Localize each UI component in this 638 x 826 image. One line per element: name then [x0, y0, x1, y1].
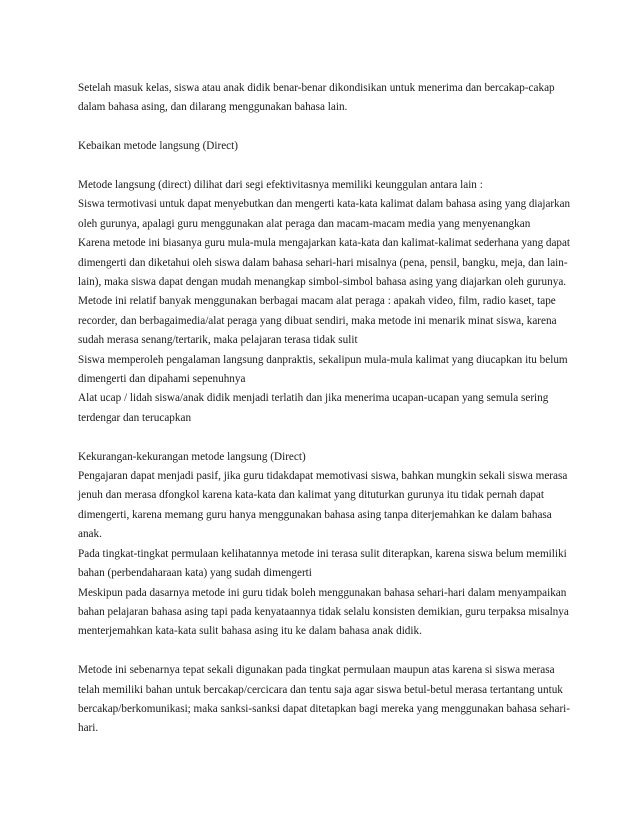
advantages-intro — [78, 176, 570, 195]
disadvantages-heading — [78, 448, 570, 467]
text-line: dalam bahasa asing, dan dilarang menggunakan bahasa lain. — [78, 101, 348, 114]
text-line: dimengerti dan dipahami sepenuhnya — [78, 373, 246, 386]
disadvantage-item-3 — [78, 584, 570, 642]
text-line: Siswa memperoleh pengalaman langsung danpraktis, sekalipun mula-mula kalimat yang diucapkan itu belum — [78, 353, 568, 366]
heading-text: Kekurangan-kekurangan metode langsung (Direct) — [78, 450, 306, 463]
text-line: dimengerti dan diketahui oleh siswa dalam bahasa sehari-hari misalnya (pena, pensil, bangku, meja, dan lain- — [78, 256, 568, 269]
paragraph-gap — [78, 157, 570, 176]
disadvantage-item-2 — [78, 545, 570, 584]
text-line: Metode ini relatif banyak menggunakan berbagai macam alat peraga : apakah video, film, radio kaset, tape — [78, 295, 556, 308]
advantage-item-1 — [78, 195, 570, 234]
text-line: oleh gurunya, apalagi guru menggunakan alat peraga dan macam-macam media yang menyenangkan — [78, 217, 531, 230]
text-line: Siswa termotivasi untuk dapat menyebutkan dan mengerti kata-kata kalimat dalam bahasa asing yang diajarkan — [78, 198, 570, 211]
advantage-item-2 — [78, 234, 570, 292]
document-body — [78, 79, 570, 739]
text-line: sudah merasa senang/tertarik, maka pelajaran terasa tidak sulit — [78, 334, 358, 347]
heading-text: Kebaikan metode langsung (Direct) — [78, 140, 238, 153]
advantage-item-3 — [78, 292, 570, 350]
conclusion-paragraph — [78, 661, 570, 739]
text-line: terdengar dan terucapkan — [78, 411, 192, 424]
text-line: Meskipun pada dasarnya metode ini guru tidak boleh menggunakan bahasa sehari-hari dalam menyampaikan — [78, 586, 567, 599]
text-line: bercakap/berkomunikasi; maka sanksi-sanksi dapat ditetapkan bagi mereka yang menggunakan bahasa sehari- — [78, 702, 570, 715]
advantage-item-5 — [78, 389, 570, 428]
text-line: jenuh dan merasa dfongkol karena kata-kata dan kalimat yang dituturkan gurunya itu tidak pernah dapat — [78, 489, 544, 502]
disadvantage-item-1 — [78, 467, 570, 545]
text-line: dimengerti, karena memang guru hanya menggunakan bahasa asing tanpa diterjemahkan ke dalam bahasa — [78, 508, 552, 521]
text-line: bahan pelajaran bahasa asing tapi pada kenyataannya tidak selalu konsisten demikian, guru terpaksa misalnya — [78, 605, 569, 618]
text-line: Karena metode ini biasanya guru mula-mula mengajarkan kata-kata dan kalimat-kalimat sederhana yang dapat — [78, 237, 570, 250]
intro-paragraph — [78, 79, 570, 118]
text-line: menterjemahkan kata-kata sulit bahasa asing itu ke dalam bahasa anak didik. — [78, 625, 422, 638]
text-line: telah memiliki bahan untuk bercakap/cercicara dan tentu saja agar siswa betul-betul merasa tertantang untuk — [78, 683, 563, 696]
advantages-heading — [78, 137, 570, 156]
text-line: bahan (perbendaharaan kata) yang sudah dimengerti — [78, 567, 312, 580]
text-line: hari. — [78, 722, 99, 735]
paragraph-gap — [78, 428, 570, 447]
paragraph-gap — [78, 642, 570, 661]
paragraph-gap — [78, 118, 570, 137]
text-line: recorder, dan berbagaimedia/alat peraga yang dibuat sendiri, maka metode ini menarik minat siswa, karena — [78, 314, 557, 327]
text-line: Pengajaran dapat menjadi pasif, jika guru tidakdapat memotivasi siswa, bahkan mungkin sekali siswa merasa — [78, 470, 568, 483]
advantage-item-4 — [78, 351, 570, 390]
text-line: Setelah masuk kelas, siswa atau anak didik benar-benar dikondisikan untuk menerima dan bercakap-cakap — [78, 82, 555, 94]
text-line: anak. — [78, 528, 102, 541]
text-line: Alat ucap / lidah siswa/anak didik menjadi terlatih dan jika menerima ucapan-ucapan yang semula sering — [78, 392, 549, 405]
text-line: Metode langsung (direct) dilihat dari segi efektivitasnya memiliki keunggulan antara lain : — [78, 179, 483, 191]
text-line: lain), maka siswa dapat dengan mudah menangkap simbol-simbol bahasa asing yang diajarkan oleh gurunya. — [78, 276, 567, 289]
text-line: Pada tingkat-tingkat permulaan kelihatannya metode ini terasa sulit diterapkan, karena siswa belum memiliki — [78, 547, 567, 560]
text-line: Metode ini sebenarnya tepat sekali digunakan pada tingkat permulaan maupun atas karena si siswa merasa — [78, 664, 555, 677]
